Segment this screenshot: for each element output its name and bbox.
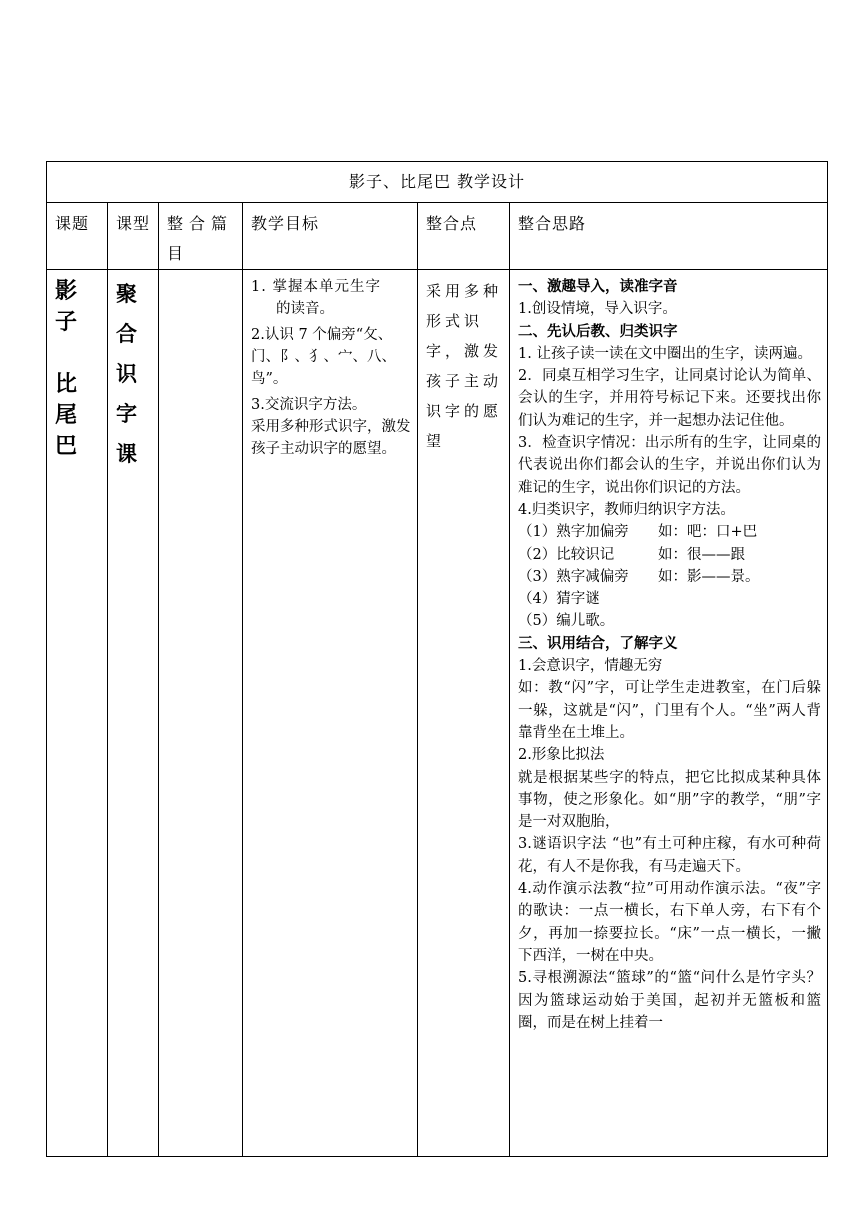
integration-idea-cell (510, 270, 828, 1157)
method-item: （4）猜字谜 (518, 591, 600, 608)
integration-point-text: 采用多种形式识字，激发孩子主动识字的愿望 (426, 282, 503, 450)
header-type: 课型 (108, 203, 159, 270)
topic-char: 比 (55, 371, 78, 397)
paragraph: 5.寻根溯源法“篮球”的“篮“问什么是竹字头？因为篮球运动始于美国，起初并无篮板和篮圈，而是在树上挂着一 (518, 970, 821, 1031)
paragraph: 2.形象比拟法 (518, 747, 605, 764)
topic-char: 影 (55, 278, 78, 304)
header-integrated-chapters: 整合篇目 (159, 203, 243, 270)
objective-item-cont: 的读音。 (276, 301, 334, 317)
paragraph: 就是根据某些字的特点，把它比拟成某种具体事物，使之形象化。如“朋”字的教学，“朋”字是一对双胞胎， (518, 769, 821, 831)
integrated-chapters-cell (159, 270, 243, 1157)
lesson-type-char: 字 (116, 401, 137, 426)
paragraph: 4.动作演示法教“拉”可用动作演示法。“夜”字的歌诀：一点一横长，右下单人旁，右下有个夕，再加一捺要拉长。“床”一点一横长，一撇下西洋，一树在中央。 (518, 881, 821, 964)
lesson-type-char: 识 (116, 361, 137, 386)
objective-item: 1. 掌握本单元生字 (251, 279, 381, 295)
topic-char: 尾 (55, 402, 78, 428)
paragraph: 1. 让孩子读一读在文中圈出的生字，读两遍。 (518, 345, 812, 362)
topic-char: 子 (55, 309, 78, 335)
paragraph: 如：教“闪”字，可让学生走进教室，在门后躲一躲，这就是“闪”，门里有个人。“坐”两人背靠背坐在土堆上。 (518, 680, 821, 741)
objective-item: 3.交流识字方法。 (251, 397, 367, 413)
lesson-plan-table (46, 161, 828, 1157)
method-item: （2）比较识记 如：很——跟 (518, 546, 745, 563)
section-heading: 一、激趣导入，读准字音 (518, 278, 678, 295)
header-objectives: 教学目标 (243, 203, 418, 270)
lesson-type-char: 聚 (116, 281, 137, 306)
paragraph: 2．同桌互相学习生字，让同桌讨论认为简单、会认的生字，并用符号标记下来。还要找出你们认为难记的生字，并一起想办法记住他。 (518, 368, 821, 429)
lesson-type-char: 课 (116, 441, 137, 466)
header-integration-point: 整合点 (418, 203, 510, 270)
objectives-cell (243, 270, 418, 1157)
objective-item: 采用多种形式识字，激发孩子主动识字的愿望。 (251, 419, 411, 457)
method-item: （3）熟字减偏旁 如：影——景。 (518, 568, 760, 585)
method-item: （1）熟字加偏旁 如：吧：口+巴 (518, 524, 758, 541)
method-item: （5）编儿歌。 (518, 613, 615, 630)
lesson-type-cell (108, 270, 159, 1157)
topic-cell (47, 270, 108, 1157)
integration-point-cell (418, 270, 510, 1157)
paragraph: 1.会意识字，情趣无穷 (518, 658, 663, 675)
header-integration-idea: 整合思路 (510, 203, 828, 270)
section-heading: 三、识用结合，了解字义 (518, 634, 678, 652)
paragraph: 4.归类识字，教师归纳识字方法。 (518, 501, 735, 518)
paragraph: 1.创设情境，导入识字。 (518, 301, 677, 318)
document-title: 影子、比尾巴 教学设计 (47, 162, 828, 203)
paragraph: 3．检查识字情况：出示所有的生字，让同桌的代表说出你们都会认的生字，并说出你们认为难记的生字，说出你们识记的方法。 (518, 435, 821, 496)
paragraph: 3.谜语识字法 “也”有土可种庄稼，有水可种荷花，有人不是你我，有马走遍天下。 (518, 836, 821, 875)
header-topic: 课题 (47, 203, 108, 270)
section-heading: 二、先认后教、归类识字 (518, 322, 678, 340)
lesson-type-char: 合 (116, 321, 137, 346)
topic-char: 巴 (55, 433, 78, 459)
objective-item: 2.认识 7 个偏旁“攵、门、阝、犭、宀、八、鸟”。 (251, 327, 396, 387)
